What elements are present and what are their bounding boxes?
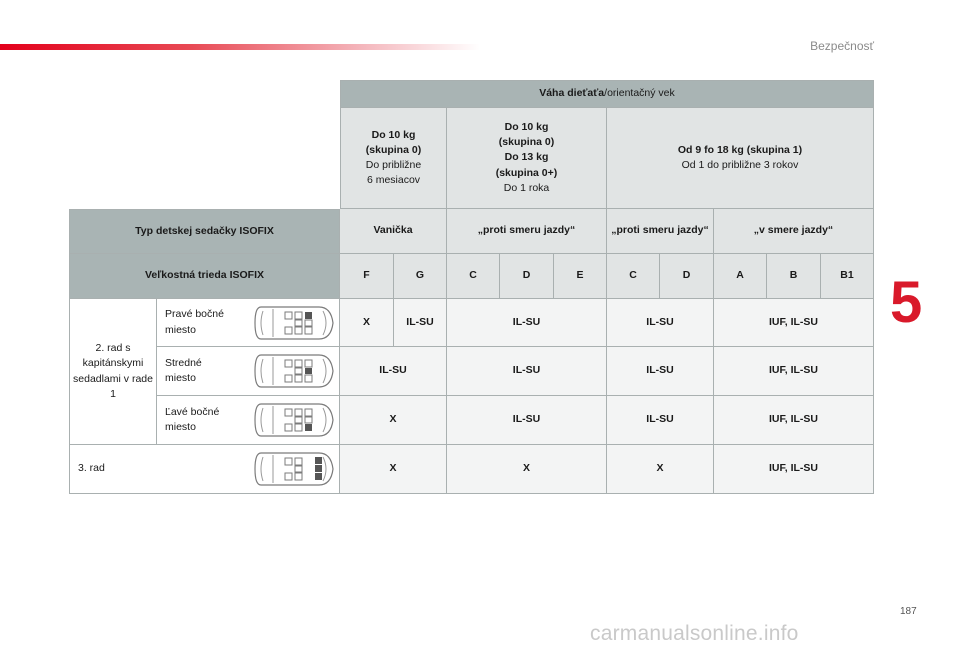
row-left-cell-1: IL-SU: [447, 396, 607, 445]
seat-label-left: Ľavé bočné miesto: [157, 396, 340, 445]
group-cell-2: Od 9 fo 18 kg (skupina 1) Od 1 do približne 3 rokov: [607, 108, 874, 209]
row-right-cell-1: IL-SU: [394, 299, 447, 347]
seat-label-right: Pravé bočné miesto: [157, 299, 340, 347]
size-cell-7: A: [714, 254, 767, 299]
row-middle-cell-2: IL-SU: [607, 347, 714, 396]
size-cell-0: F: [340, 254, 394, 299]
car-diagram-right-seat-icon: [253, 303, 335, 343]
row-left-cell-3: IUF, IL-SU: [714, 396, 874, 445]
row-right-cell-2: IL-SU: [447, 299, 607, 347]
seat-label-third-row: 3. rad: [69, 445, 340, 494]
car-diagram-third-row-icon: [253, 449, 335, 489]
type-cell-2: „proti smeru jazdy“: [607, 209, 714, 254]
page-number: 187: [900, 606, 917, 617]
type-label: Typ detskej sedačky ISOFIX: [69, 209, 340, 254]
row-middle-cell-3: IUF, IL-SU: [714, 347, 874, 396]
row-third-cell-2: X: [607, 445, 714, 494]
size-cell-4: E: [554, 254, 607, 299]
type-cell-3: „v smere jazdy“: [714, 209, 874, 254]
row-middle-cell-0: IL-SU: [340, 347, 447, 396]
red-header-stripe: [0, 44, 480, 50]
watermark: carmanualsonline.info: [590, 622, 799, 645]
size-cell-8: B: [767, 254, 821, 299]
size-cell-1: G: [394, 254, 447, 299]
type-cell-0: Vanička: [340, 209, 447, 254]
seat-label-middle: Stredné miesto: [157, 347, 340, 396]
size-cell-3: D: [500, 254, 554, 299]
row-third-cell-1: X: [447, 445, 607, 494]
size-cell-6: D: [660, 254, 714, 299]
row-third-cell-0: X: [340, 445, 447, 494]
group-cell-0: Do 10 kg (skupina 0) Do približne 6 mesiacov: [340, 108, 447, 209]
chapter-number: 5: [890, 270, 923, 335]
row-third-cell-3: IUF, IL-SU: [714, 445, 874, 494]
size-cell-2: C: [447, 254, 500, 299]
row-right-cell-0: X: [340, 299, 394, 347]
row-left-cell-2: IL-SU: [607, 396, 714, 445]
group-cell-1: Do 10 kg (skupina 0) Do 13 kg (skupina 0+) Do 1 roka: [447, 108, 607, 209]
row-right-cell-4: IUF, IL-SU: [714, 299, 874, 347]
weight-header: Váha dieťaťa/orientačný vek: [340, 80, 874, 108]
section-title: Bezpečnosť: [810, 39, 874, 53]
type-cell-1: „proti smeru jazdy“: [447, 209, 607, 254]
row-middle-cell-1: IL-SU: [447, 347, 607, 396]
car-diagram-left-seat-icon: [253, 400, 335, 440]
car-diagram-middle-seat-icon: [253, 351, 335, 391]
size-label: Veľkostná trieda ISOFIX: [69, 254, 340, 299]
row2-label: 2. rad s kapitánskymi sedadlami v rade 1: [69, 299, 157, 445]
row-left-cell-0: X: [340, 396, 447, 445]
row-right-cell-3: IL-SU: [607, 299, 714, 347]
size-cell-9: B1: [821, 254, 874, 299]
size-cell-5: C: [607, 254, 660, 299]
